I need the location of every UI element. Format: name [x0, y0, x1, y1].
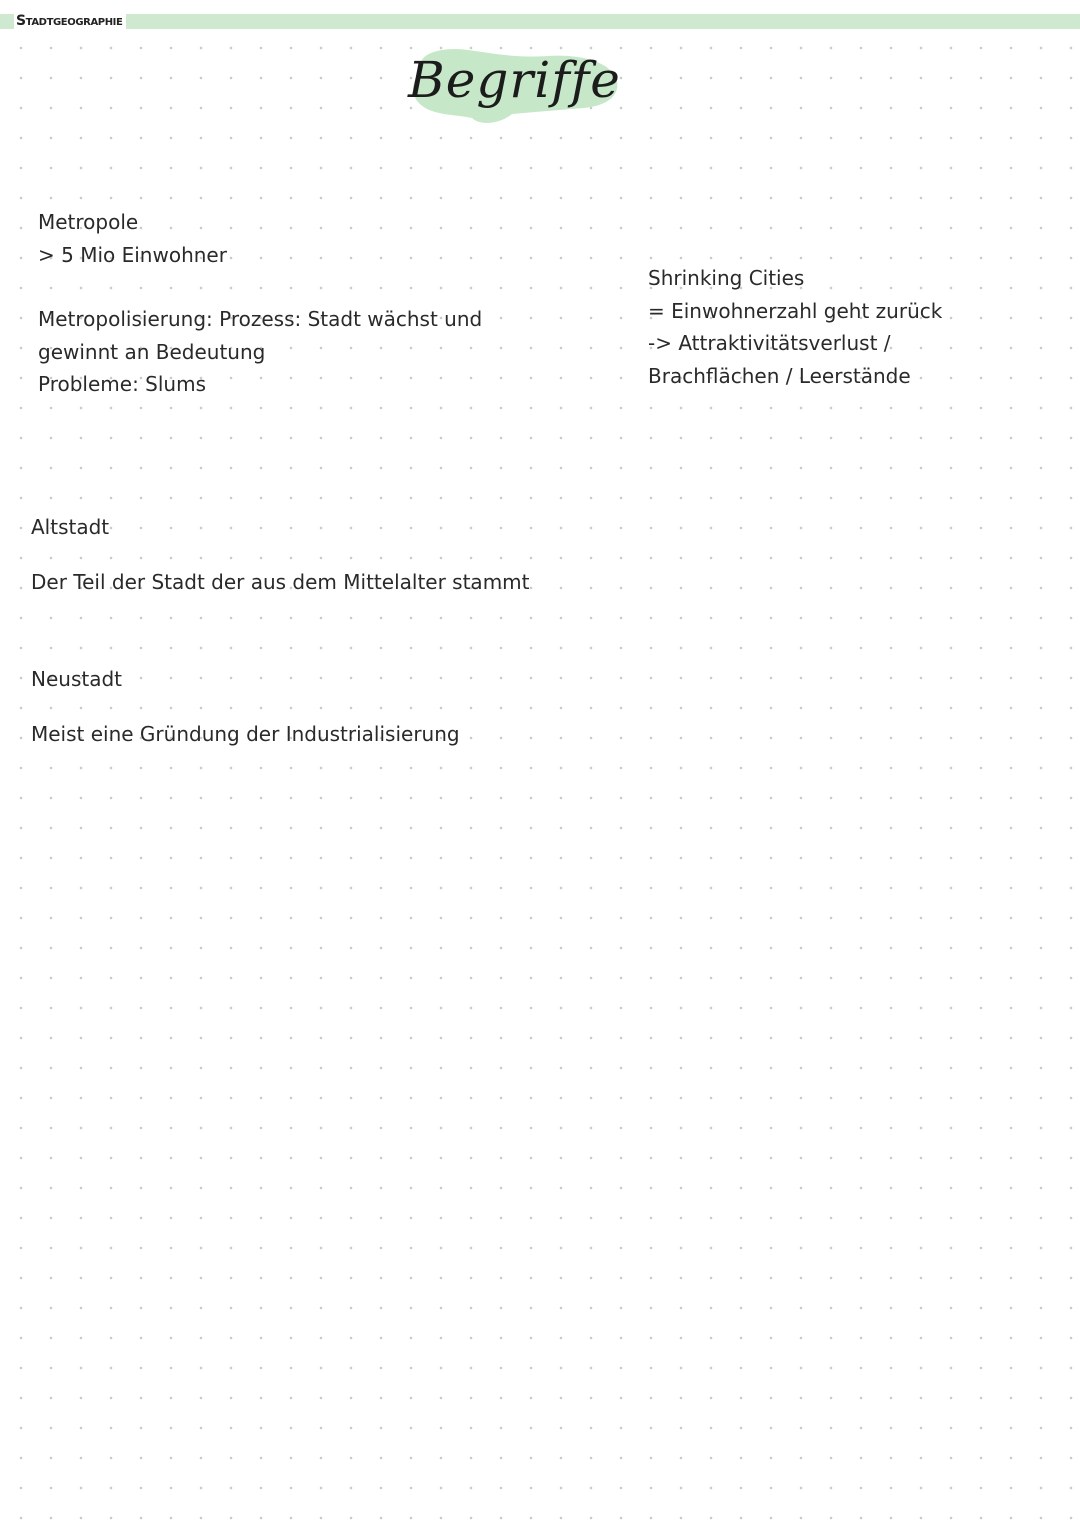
- metropolisierung-line-1: Metropolisierung: Prozess: Stadt wächst und: [38, 307, 483, 331]
- altstadt-section: [31, 511, 530, 598]
- shrinking-cities-line-2: -> Attraktivitätsverlust /: [648, 331, 891, 355]
- neustadt-definition: Meist eine Gründung der Industrialisierung: [31, 721, 460, 746]
- metropole-definition: > 5 Mio Einwohner: [38, 242, 227, 267]
- neustadt-term: Neustadt: [31, 667, 122, 691]
- altstadt-definition: Der Teil der Stadt der aus dem Mittelalter stammt: [31, 569, 530, 594]
- page-title: Begriffe: [408, 51, 621, 109]
- metropole-term: Metropole: [38, 210, 139, 234]
- neustadt-section: [31, 663, 460, 750]
- metropole-section: [38, 206, 482, 401]
- shrinking-cities-term: Shrinking Cities: [648, 266, 805, 290]
- title-highlight: [408, 44, 620, 126]
- shrinking-cities-line-3: Brachflächen / Leerstände: [648, 363, 911, 388]
- shrinking-cities-line-1: = Einwohnerzahl geht zurück: [648, 298, 943, 323]
- shrinking-cities-section: [648, 262, 942, 392]
- header-label: Stadtgeographie: [14, 13, 126, 30]
- altstadt-term: Altstadt: [31, 515, 110, 539]
- metropolisierung-line-2: gewinnt an Bedeutung: [38, 339, 266, 364]
- header-accent-bar: [0, 14, 1080, 29]
- metropole-problems: Probleme: Slums: [38, 372, 206, 396]
